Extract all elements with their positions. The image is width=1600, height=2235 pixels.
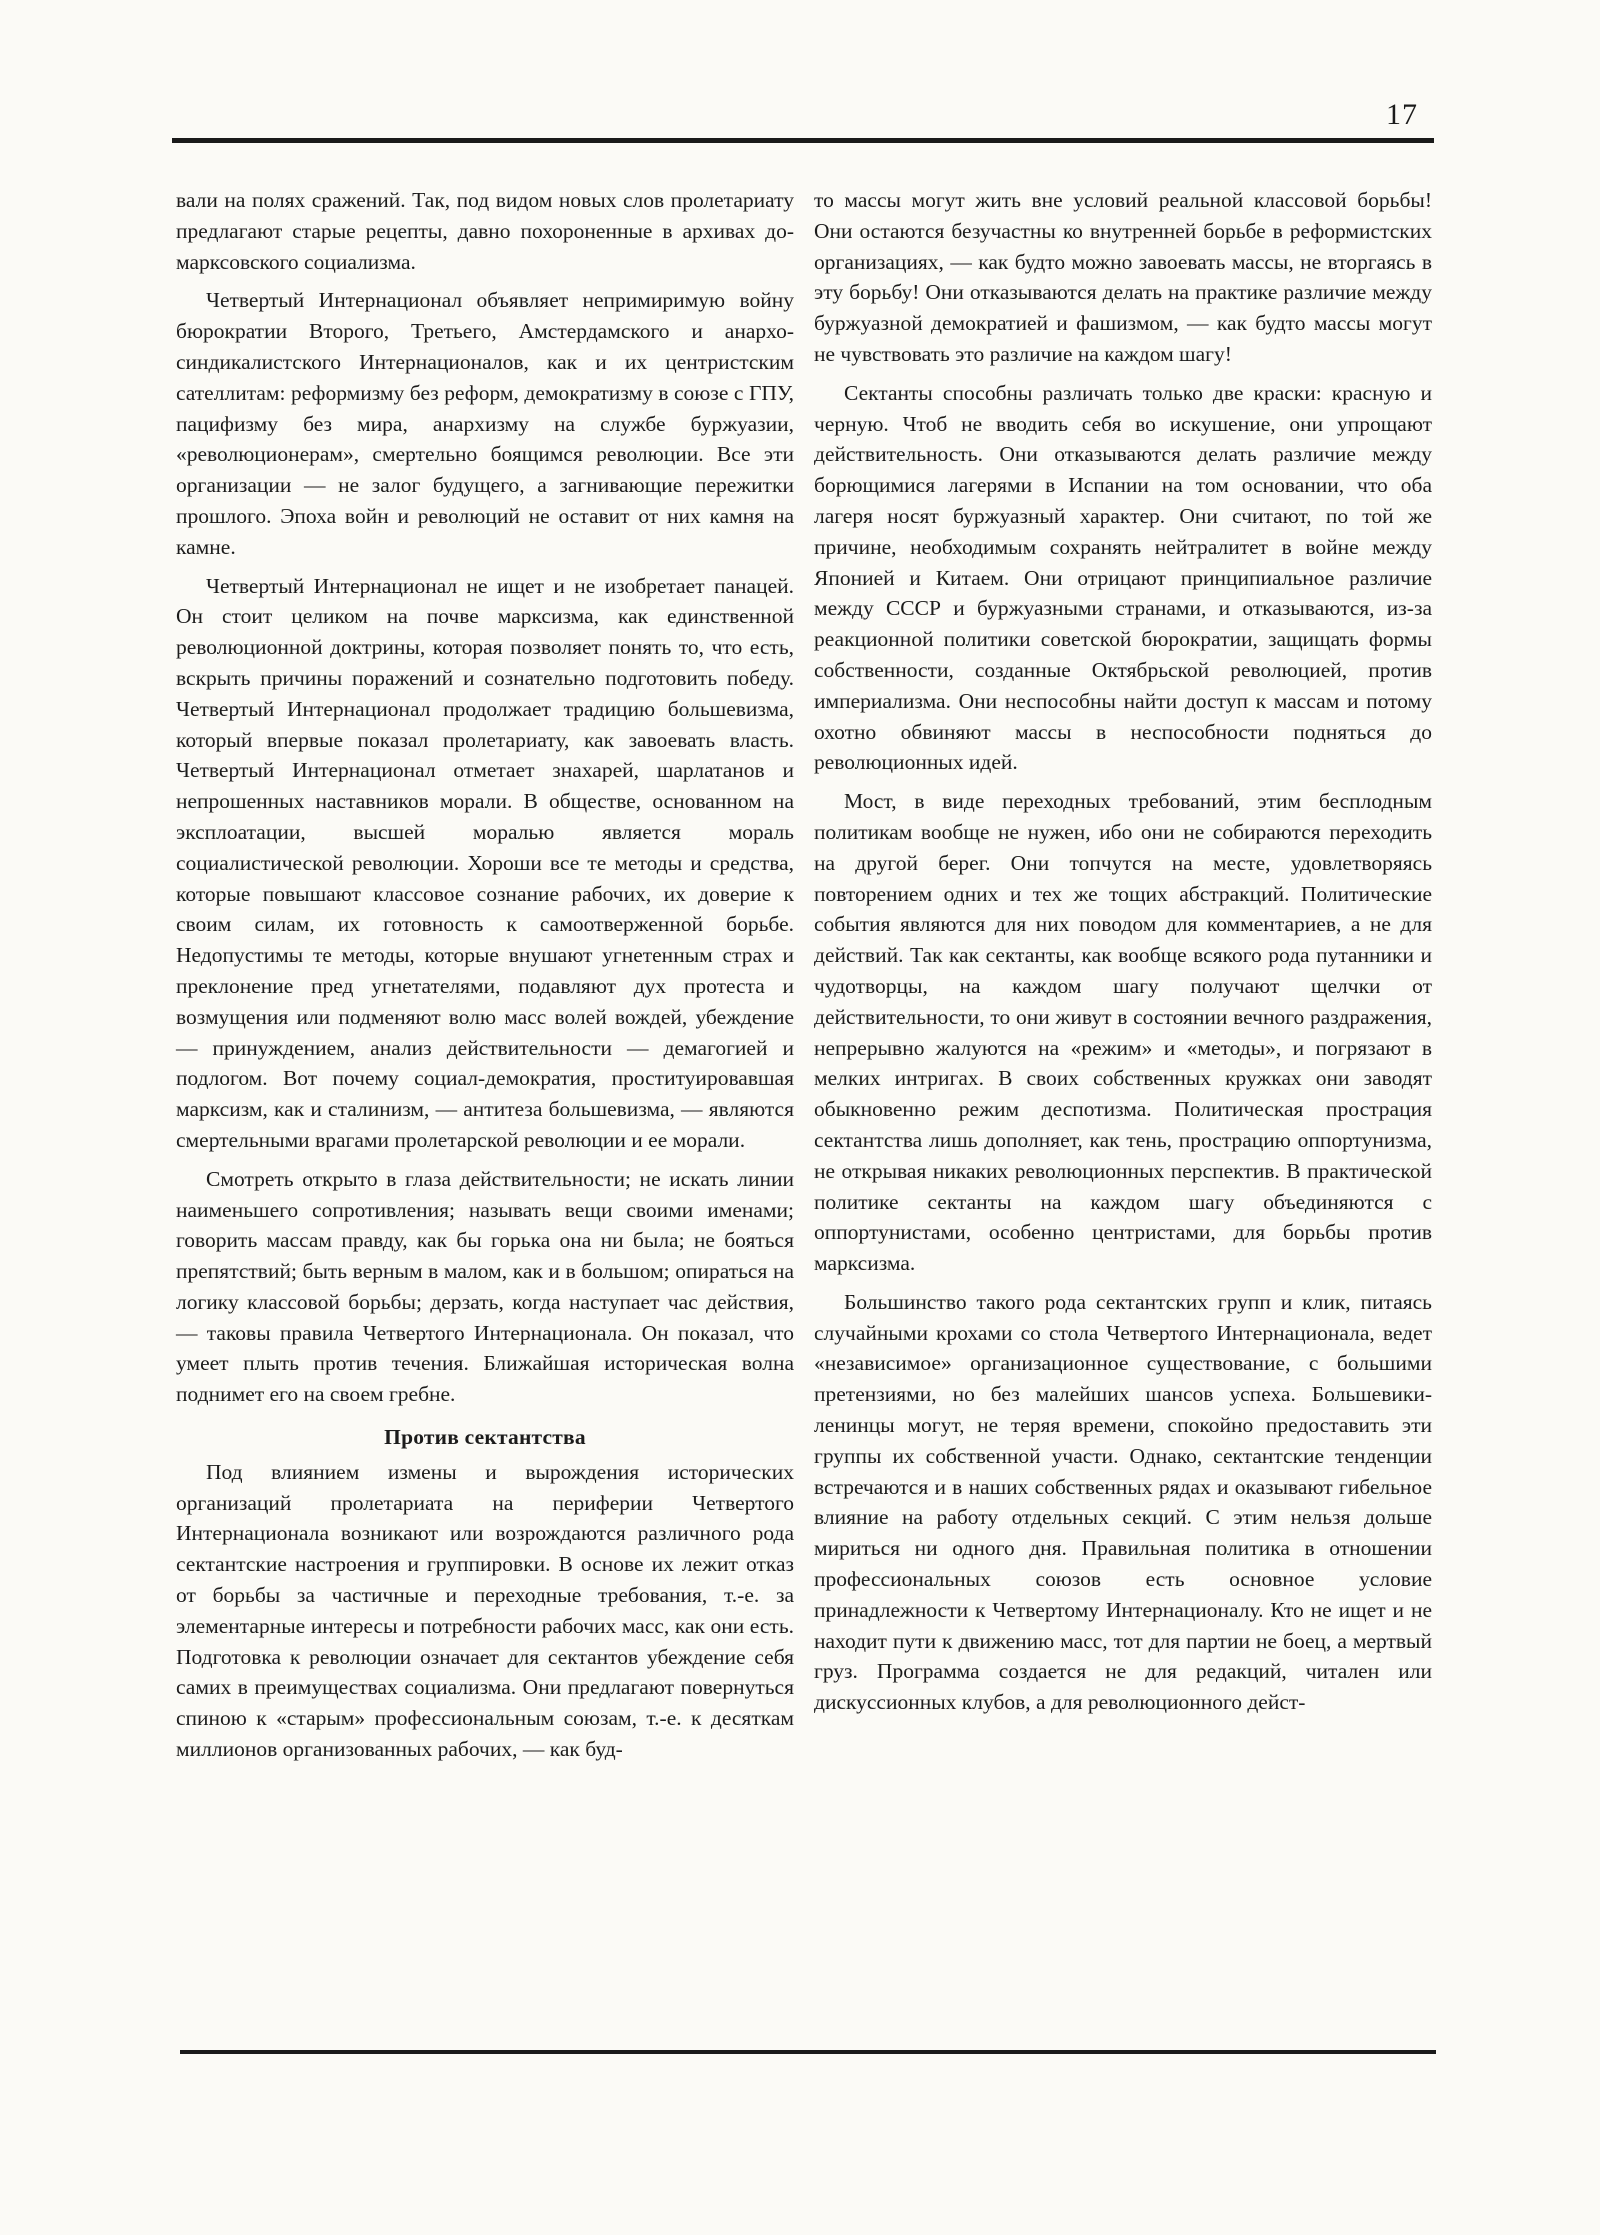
- header-rule: [172, 138, 1434, 143]
- paragraph: Под влиянием измены и вырождения исторических организаций пролетариата на периферии Четвертого Интернационала возникают или возрождаются различного рода сектантские настроения и группировки. В основе их лежит отказ от борьбы за частичные и переходные требования, т.-е. за элементарные интересы и потребности рабочих масс, как они есть. Подготовка к революции означает для сектантов убеждение себя самих в преимуществах социализма. Они предлагают повернуться спиною к «старым» профессиональным союзам, т.-е. к десяткам миллионов организованных рабочих, — как буд-: [176, 1459, 794, 1762]
- paragraph: Четвертый Интернационал не ищет и не изобретает панацей. Он стоит целиком на почве марксизма, как единственной революционной доктрины, которая позволяет понять то, что есть, вскрыть причины поражений и сознательно подготовить победу. Четвертый Интернационал продолжает традицию большевизма, который впервые показал пролетариату, как завоевать власть. Четвертый Интернационал отметает знахарей, шарлатанов и непрошенных наставников морали. В обществе, основанном на эксплоатации, высшей моралью является мораль социалистической революции. Хороши все те методы и средства, которые повышают классовое сознание рабочих, их доверие к своим силам, их готовность к самоотверженной борьбе. Недопустимы те методы, которые внушают угнетенным страх и преклонение пред угнетателями, подавляют дух протеста и возмущения или подменяют волю масс волей вождей, убеждение — принуждением, анализ действительности — демагогией и подлогом. Вот почему социал-демократия, проституировавшая марксизм, как и сталинизм, — антитеза большевизма, — являются смертельными врагами пролетарской революции и ее морали.: [176, 573, 794, 1152]
- paragraph: Сектанты способны различать только две краски: красную и черную. Чтоб не вводить себя во искушение, они упрощают действительность. Они отказываются делать различие между борющимися лагерями в Испании на том основании, что оба лагеря носят буржуазный характер. Они считают, по той же причине, необходимым сохранять нейтралитет в войне между Японией и Китаем. Они отрицают принципиальное различие между СССР и буржуазными странами, и отказываются, из-за реакционной политики советской бюрократии, защищать формы собственности, созданные Октябрьской революцией, против империализма. Они неспособны найти доступ к массам и потому охотно обвиняют массы в неспособности подняться до революционных идей.: [814, 380, 1432, 775]
- paragraph: Четвертый Интернационал объявляет непримиримую войну бюрократии Второго, Третьего, Амстердамского и анархо-синдикалистского Интернационалов, как и их центристским сателлитам: реформизму без реформ, демократизму в союзе с ГПУ, пацифизму без мира, анархизму на службе буржуазии, «революционерам», смертельно боящимся революции. Все эти организации — не залог будущего, а загнивающие пережитки прошлого. Эпоха войн и революций не оставит от них камня на камне.: [176, 288, 794, 559]
- right-column: [814, 185, 1432, 1726]
- paragraph: Большинство такого рода сектантских групп и клик, питаясь случайными крохами со стола Четвертого Интернационала, ведет «независимое» организационное существование, с большими претензиями, но без малейших шансов успеха. Большевики-ленинцы могут, не теряя времени, спокойно предоставить эти группы их собственной участи. Однако, сектантские тенденции встречаются и в наших собственных рядах и оказывают гибельное влияние на работу отдельных секций. С этим нельзя дольше мириться ни одного дня. Правильная политика в отношении профессиональных союзов есть основное условие принадлежности к Четвертому Интернационалу. Кто не ищет и не находит пути к движению масс, тот для партии не боец, а мертвый груз. Программа создается не для редакций, читален или дискуссионных клубов, а для революционного дейст-: [814, 1289, 1432, 1715]
- section-heading: Против сектантства: [384, 1425, 586, 1450]
- footer-rule: [180, 2050, 1436, 2054]
- paragraph: то массы могут жить вне условий реальной классовой борьбы! Они остаются безучастны ко внутренней борьбе в реформистских организациях, — как будто можно завоевать массы, не вторгаясь в эту борьбу! Они отказываются делать на практике различие между буржуазной демократией и фашизмом, — как будто массы могут не чувствовать это различие на каждом шагу!: [814, 188, 1432, 366]
- paragraph: Мост, в виде переходных требований, этим бесплодным политикам вообще не нужен, ибо они не собираются переходить на другой берег. Они топчутся на месте, удовлетворяясь повторением одних и тех же тощих абстракций. Политические события являются для них поводом для комментариев, а не для действий. Так как сектанты, как вообще всякого рода путанники и чудотворцы, на каждом шагу получают щелчки от действительности, то они живут в состоянии вечного раздражения, непрерывно жалуются на «режим» и «методы», и погрязают в мелких интригах. В своих собственных кружках они заводят обыкновенно режим деспотизма. Политическая прострация сектантства лишь дополняет, как тень, прострацию оппортунизма, не открывая никаких революционных перспектив. В практической политике сектанты на каждом шагу объединяются с оппортунистами, особенно центристами, для борьбы против марксизма.: [814, 789, 1432, 1276]
- page-number: 17: [1386, 98, 1418, 131]
- left-column: [176, 185, 794, 1773]
- paragraph: вали на полях сражений. Так, под видом новых слов пролетариату предлагают старые рецепты, давно похороненные в архивах до-марксовского социализма.: [176, 188, 794, 274]
- paragraph: Смотреть открыто в глаза действительности; не искать линии наименьшего сопротивления; называть вещи своими именами; говорить массам правду, как бы горька она ни была; не бояться препятствий; быть верным в малом, как и в большом; опираться на логику классовой борьбы; дерзать, когда наступает час действия, — таковы правила Четвертого Интернационала. Он показал, что умеет плыть против течения. Ближайшая историческая волна поднимет его на своем гребне.: [176, 1166, 794, 1407]
